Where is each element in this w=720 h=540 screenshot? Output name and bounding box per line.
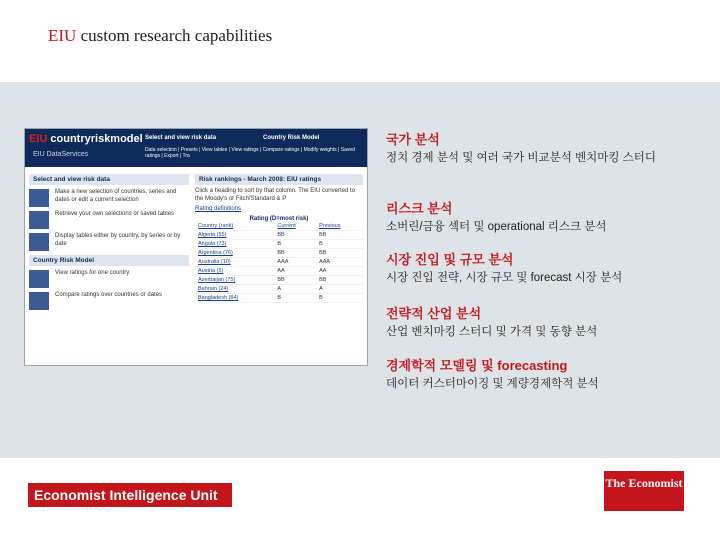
screenshot-right-column bbox=[195, 171, 363, 303]
table-row: Bahrain (24) A A bbox=[195, 285, 363, 294]
table-row: Austria (5) AA AA bbox=[195, 267, 363, 276]
table-row: Angola (73) B B bbox=[195, 240, 363, 249]
screenshot-logo: EIU countryriskmodel bbox=[29, 133, 143, 145]
section-title-market: 시장 진입 및 규모 분석 bbox=[386, 252, 514, 267]
screenshot-row: Make a new selection of countries, series and dates or edit a current selection bbox=[29, 189, 189, 207]
screenshot-left-column bbox=[29, 171, 189, 314]
screenshot-left-header-2: Country Risk Model bbox=[29, 255, 189, 266]
data-selection-icon bbox=[29, 189, 49, 207]
screenshot-link: Rating definitions bbox=[195, 206, 242, 212]
table-row: Algeria (55) BB BB bbox=[195, 231, 363, 240]
presets-icon bbox=[29, 211, 49, 229]
screenshot-row: Retrieve your own selections or saved tables bbox=[29, 211, 189, 229]
section-title-country: 국가 분석 bbox=[386, 132, 440, 147]
page-title bbox=[48, 26, 272, 46]
economist-logo: The Economist bbox=[604, 471, 684, 511]
table-row: Bangladesh (84) B B bbox=[195, 294, 363, 303]
screenshot-topbar bbox=[25, 129, 367, 167]
table-row: Argentina (76) BB BB bbox=[195, 249, 363, 258]
view-tables-icon bbox=[29, 233, 49, 251]
screenshot-tab-select: Select and view risk data bbox=[145, 135, 217, 141]
table-header-row: Country (rank) Current Previous bbox=[195, 222, 363, 231]
screenshot-right-header: Risk rankings - March 2008: EIU ratings bbox=[195, 174, 363, 185]
section-desc-risk: 소버린/금융 섹터 및 operational 리스크 분석 bbox=[386, 221, 607, 233]
screenshot-subtitle: EIU DataServices bbox=[33, 151, 89, 158]
screenshot-left-header: Select and view risk data bbox=[29, 174, 189, 185]
screenshot-rating-title: Rating (D=most risk) bbox=[249, 216, 309, 222]
screenshot-note: Click a heading to sort by that column. The EIU converted to the Moody's or Fitch/Standard & P bbox=[195, 188, 355, 202]
section-desc-industry: 산업 벤치마킹 스터디 및 가격 및 동향 분석 bbox=[386, 326, 598, 338]
title-brand: EIU bbox=[48, 26, 77, 45]
title-rest: custom research capabilities bbox=[76, 26, 273, 45]
section-title-modeling: 경제학적 모델링 및 forecasting bbox=[386, 358, 568, 373]
table-row: Australia (10) AAA AAA bbox=[195, 258, 363, 267]
compare-ratings-icon bbox=[29, 292, 49, 310]
view-ratings-icon bbox=[29, 270, 49, 288]
screenshot-icon-strip: Data selection | Presets | View tables | View ratings | Compare ratings | Modify weights | Saved ratings | Export | Tra bbox=[145, 147, 355, 159]
section-desc-market: 시장 진입 전략, 시장 규모 및 forecast 시장 분석 bbox=[386, 272, 623, 284]
screenshot-row: Display tables either by country, by series or by date bbox=[29, 233, 189, 251]
section-desc-country: 정치 경제 분석 및 여러 국가 비교분석 벤치마킹 스터디 bbox=[386, 152, 656, 164]
table-row: Azerbaijan (75) BB BB bbox=[195, 276, 363, 285]
screenshot-image bbox=[24, 128, 368, 366]
section-desc-modeling: 데이터 커스터마이징 및 계량경제학적 분석 bbox=[386, 378, 599, 390]
section-title-industry: 전략적 산업 분석 bbox=[386, 306, 482, 321]
screenshot-row: View ratings for one country bbox=[29, 270, 189, 288]
screenshot-table bbox=[195, 222, 363, 303]
screenshot-tab-crm: Country Risk Model bbox=[263, 135, 320, 141]
section-title-risk: 리스크 분석 bbox=[386, 201, 453, 216]
eiu-logo: Economist Intelligence Unit bbox=[28, 483, 232, 507]
screenshot-row: Compare ratings over countries or dates bbox=[29, 292, 189, 310]
